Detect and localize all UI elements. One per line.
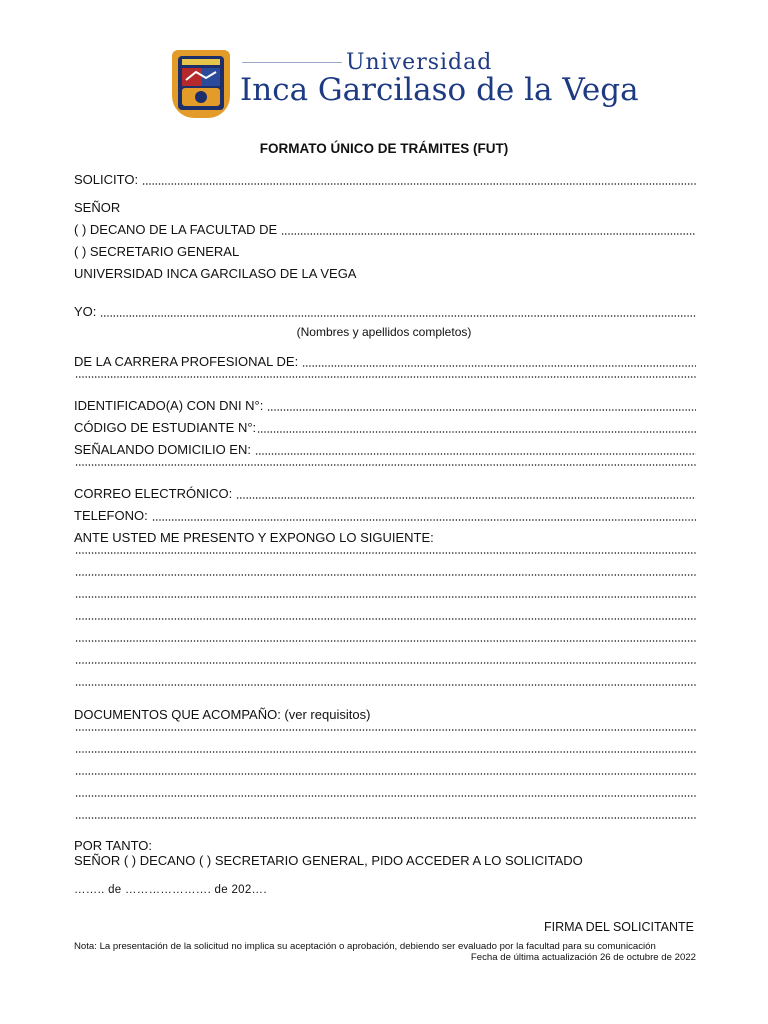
carrera-label: DE LA CARRERA PROFESIONAL DE: bbox=[74, 354, 299, 369]
documentos-line-4[interactable] bbox=[74, 795, 696, 800]
nombres-note: (Nombres y apellidos completos) bbox=[296, 325, 472, 339]
telefono-field[interactable] bbox=[74, 508, 696, 524]
pido-label: SEÑOR ( ) DECANO ( ) SECRETARIO GENERAL, PIDO ACCEDER A LO SOLICITADO bbox=[74, 853, 583, 868]
footer-note bbox=[74, 941, 696, 963]
expongo-label: ANTE USTED ME PRESENTO Y EXPONGO LO SIGUIENTE: bbox=[74, 530, 434, 545]
por-tanto-label: POR TANTO: bbox=[74, 838, 153, 853]
footer-actualizacion: Fecha de última actualización 26 de octubre de 2022 bbox=[470, 952, 696, 963]
expongo-line-7[interactable] bbox=[74, 684, 696, 689]
dni-field[interactable] bbox=[74, 398, 696, 414]
documentos-line-2[interactable] bbox=[74, 751, 696, 756]
dotted-line bbox=[75, 596, 696, 598]
expongo-line-3[interactable] bbox=[74, 596, 696, 601]
secretario-label: ( ) SECRETARIO GENERAL bbox=[74, 244, 240, 259]
dotted-line bbox=[75, 817, 696, 819]
expongo-line-5[interactable] bbox=[74, 640, 696, 645]
university-crest-icon bbox=[172, 50, 230, 118]
dotted-line bbox=[75, 464, 696, 466]
solicito-label: SOLICITO: bbox=[74, 172, 139, 187]
expongo-line-4[interactable] bbox=[74, 618, 696, 623]
dni-label: IDENTIFICADO(A) CON DNI N°: bbox=[74, 398, 264, 413]
dotted-line bbox=[75, 376, 696, 378]
correo-field[interactable] bbox=[74, 486, 696, 502]
telefono-label: TELEFONO: bbox=[74, 508, 148, 523]
codigo-label: CÓDIGO DE ESTUDIANTE N°: bbox=[74, 420, 257, 435]
dotted-line bbox=[75, 662, 696, 664]
domicilio-field[interactable] bbox=[74, 442, 696, 458]
dotted-line bbox=[75, 618, 696, 620]
form-title: FORMATO ÚNICO DE TRÁMITES (FUT) bbox=[259, 141, 509, 156]
dotted-line bbox=[75, 684, 696, 686]
dotted-line bbox=[257, 431, 696, 433]
documentos-line-5[interactable] bbox=[74, 817, 696, 822]
carrera-field-continued[interactable] bbox=[74, 376, 696, 381]
signature-label: FIRMA DEL SOLICITANTE bbox=[543, 920, 694, 934]
yo-label: YO: bbox=[74, 304, 97, 319]
expongo-line-1[interactable] bbox=[74, 552, 696, 557]
dotted-line bbox=[75, 640, 696, 642]
logo-top-text: Universidad bbox=[346, 50, 493, 75]
documentos-label: DOCUMENTOS QUE ACOMPAÑO: (ver requisitos) bbox=[74, 707, 371, 722]
dotted-line bbox=[75, 773, 696, 775]
carrera-field[interactable] bbox=[74, 354, 696, 370]
dotted-line bbox=[281, 233, 696, 235]
dotted-line bbox=[75, 795, 696, 797]
footer-nota: Nota: La presentación de la solicitud no implica su aceptación o aprobación, debiendo ser evaluado por la facultad para su comunicación bbox=[74, 941, 656, 952]
dotted-line bbox=[152, 519, 696, 521]
dotted-line bbox=[255, 453, 696, 455]
documentos-line-3[interactable] bbox=[74, 773, 696, 778]
university-logo bbox=[172, 48, 639, 122]
domicilio-field-continued[interactable] bbox=[74, 464, 696, 469]
dotted-line bbox=[75, 729, 696, 731]
dotted-line bbox=[142, 183, 696, 185]
senor-label: SEÑOR bbox=[74, 200, 121, 215]
date-line[interactable]: …….. de …………………. de 202…. bbox=[74, 884, 267, 896]
universidad-label: UNIVERSIDAD INCA GARCILASO DE LA VEGA bbox=[74, 266, 357, 281]
dotted-line bbox=[75, 552, 696, 554]
dotted-line bbox=[75, 751, 696, 753]
logo-main-text: Inca Garcilaso de la Vega bbox=[240, 72, 639, 108]
yo-field[interactable] bbox=[74, 304, 696, 320]
expongo-line-6[interactable] bbox=[74, 662, 696, 667]
expongo-line-2[interactable] bbox=[74, 574, 696, 579]
dotted-line bbox=[236, 497, 696, 499]
dotted-line bbox=[267, 409, 696, 411]
dotted-line bbox=[100, 315, 696, 317]
logo-rule bbox=[242, 62, 342, 63]
dotted-line bbox=[302, 365, 696, 367]
dotted-line bbox=[75, 574, 696, 576]
domicilio-label: SEÑALANDO DOMICILIO EN: bbox=[74, 442, 251, 457]
decano-field[interactable] bbox=[74, 222, 696, 238]
solicito-field[interactable] bbox=[74, 172, 696, 188]
correo-label: CORREO ELECTRÓNICO: bbox=[74, 486, 233, 501]
documentos-line-1[interactable] bbox=[74, 729, 696, 734]
codigo-field[interactable] bbox=[74, 420, 696, 436]
decano-label: ( ) DECANO DE LA FACULTAD DE bbox=[74, 222, 278, 237]
